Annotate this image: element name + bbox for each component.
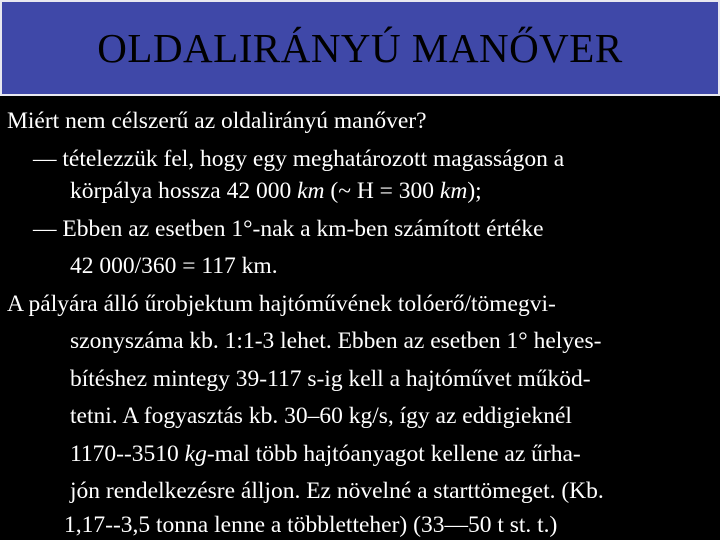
paragraph-line-4: tetni. A fogyasztás kb. 30–60 kg/s, így az eddigieknél <box>70 403 572 429</box>
slide-title: OLDALIRÁNYÚ MANŐVER <box>97 25 623 71</box>
title-bar <box>0 0 720 96</box>
paragraph-line-3: bítéshez mintegy 39-117 s-ig kell a hajtóművet működ- <box>70 366 591 392</box>
bullet-1-text-a: körpálya hossza 42 000 <box>70 178 298 204</box>
paragraph-5-text-b: -mal több hajtóanyagot kellene az űrha- <box>206 441 581 467</box>
slide-body <box>0 100 720 540</box>
paragraph-line-2: szonyszáma kb. 1:1-3 lehet. Ebben az esetben 1° helyes- <box>70 328 602 354</box>
bullet-1-text-b: (~ H = 300 <box>324 178 440 204</box>
paragraph-line-1: A pályára álló űrobjektum hajtóművének tolóerő/tömegvi- <box>7 291 556 317</box>
paragraph-line-7: 1,17--3,5 tonna lenne a többletteher) (33—50 t st. t.) <box>64 512 558 538</box>
bullet-1-line-2 <box>70 176 482 206</box>
question-line: Miért nem célszerű az oldalirányú manőver? <box>7 108 427 134</box>
paragraph-line-5 <box>70 439 581 469</box>
paragraph-5-text-a: 1170--3510 <box>70 441 185 467</box>
bullet-1-text-c: ); <box>467 178 482 204</box>
bullet-1-line-1: — tételezzük fel, hogy egy meghatározott magasságon a <box>33 146 565 172</box>
bullet-2-line-1: — Ebben az esetben 1°-nak a km-ben számított értéke <box>33 216 544 242</box>
unit-km-1: km <box>297 178 325 204</box>
paragraph-line-6: jón rendelkezésre álljon. Ez növelné a starttömeget. (Kb. <box>70 478 604 504</box>
unit-kg: kg <box>184 441 207 467</box>
bullet-2-line-2: 42 000/360 = 117 km. <box>70 253 278 279</box>
unit-km-2: km <box>439 178 468 204</box>
